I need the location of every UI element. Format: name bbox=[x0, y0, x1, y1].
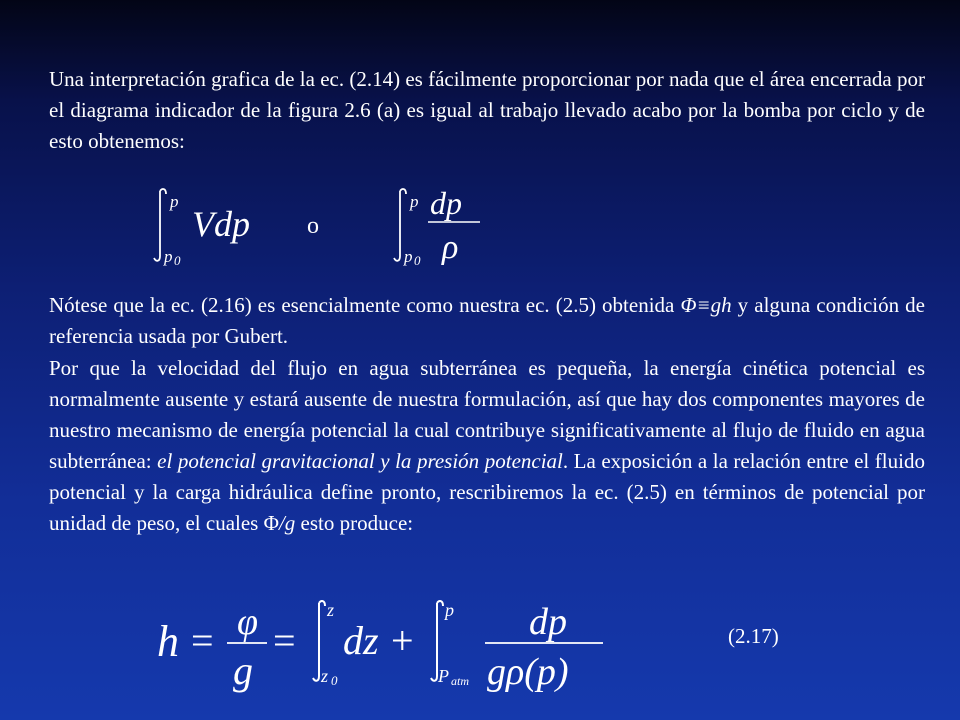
lower-limit-subscript: 0 bbox=[414, 253, 421, 268]
upper-limit: p bbox=[410, 192, 419, 211]
int2-lower: P bbox=[438, 666, 449, 686]
integral-vdp bbox=[154, 189, 250, 268]
hydraulic-head-equation bbox=[155, 588, 625, 696]
g-denominator: g bbox=[233, 648, 253, 693]
lower-limit: p bbox=[164, 247, 173, 266]
int1-lower: z bbox=[321, 666, 329, 686]
int1-integrand: dz bbox=[343, 618, 379, 663]
italic-potential-terms: el potencial gravitacional y la presión potencial bbox=[157, 449, 563, 473]
explanation-paragraph bbox=[49, 353, 925, 539]
note-text-end: y alguna condición de referencia usada por Gubert. bbox=[49, 293, 925, 348]
equation-number: (2.17) bbox=[728, 624, 779, 648]
phi-symbol: Φ bbox=[263, 511, 279, 535]
lower-limit-subscript: 0 bbox=[174, 253, 181, 268]
integrand: Vdp bbox=[192, 204, 250, 244]
slash-g-symbol: /g bbox=[278, 511, 296, 535]
int2-lower-subscript: atm bbox=[451, 674, 469, 688]
intro-paragraph: Una interpretación grafica de la ec. (2.14) es fácilmente proporcionar por nada que el área encerrada por el diagrama indicador de la figura 2.6 (a) es igual al trabajo llevado acabo por la bomba por ciclo y de esto obtenemos: bbox=[49, 67, 925, 153]
plus-sign: + bbox=[391, 618, 414, 663]
hydraulic-head-equation-svg bbox=[155, 588, 625, 696]
fraction-denominator: ρ bbox=[442, 229, 459, 266]
equals-sign: = bbox=[273, 618, 296, 663]
or-separator: o bbox=[307, 213, 319, 239]
integral-formulas-svg bbox=[140, 180, 500, 270]
int2-denominator: gρ(p) bbox=[487, 651, 569, 693]
phi-numerator: φ bbox=[237, 601, 259, 643]
int1-lower-subscript: 0 bbox=[331, 673, 338, 688]
lhs-h: h bbox=[157, 617, 179, 666]
int2-upper: p bbox=[445, 600, 454, 620]
integral-formulas bbox=[140, 180, 500, 270]
int2-numerator: dp bbox=[529, 601, 567, 643]
upper-limit: p bbox=[170, 192, 179, 211]
lower-limit: p bbox=[404, 247, 413, 266]
explanation-text: Por que la velocidad del flujo en agua subterránea es pequeña, la energía cinética potencial es normalmente ausente y estará ausente de nuestra formulación, así que hay dos componentes mayores de nuestro mecanismo de energía potencial la cual contribuye significativamente al flujo de fluido en agua subterránea: bbox=[49, 356, 925, 473]
note-text: Nótese que la ec. (2.16) es esencialmente como nuestra ec. (2.5) obtenida bbox=[49, 293, 681, 317]
explanation-text-end: esto produce: bbox=[295, 511, 414, 535]
integral-dp-over-rho bbox=[394, 185, 480, 268]
fraction-numerator: dp bbox=[430, 185, 462, 221]
explanation-text-middle: . La exposición a la relación entre el fluido potencial y la carga hidráulica define pronto, rescribiremos la ec. (2.5) en términos de potencial por unidad de peso, el cuales bbox=[49, 449, 925, 535]
note-paragraph bbox=[49, 290, 925, 352]
int1-upper: z bbox=[327, 600, 335, 620]
phi-gh-symbol: Φ≡gh bbox=[680, 293, 732, 317]
equals-sign: = bbox=[191, 618, 214, 663]
